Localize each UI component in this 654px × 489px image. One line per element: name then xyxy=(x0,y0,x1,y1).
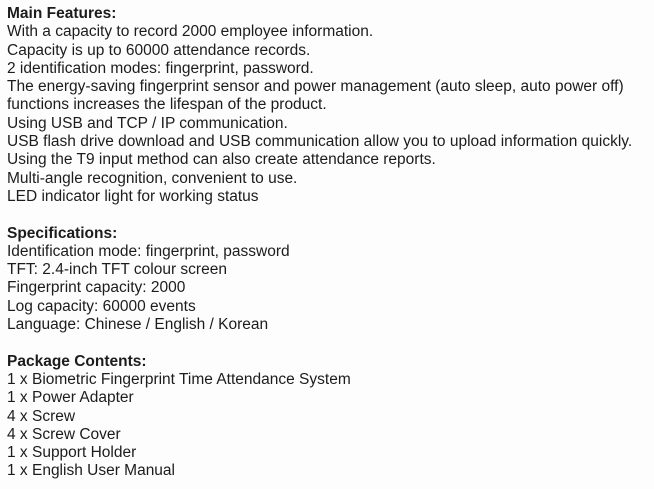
text-line: Using USB and TCP / IP communication. xyxy=(7,114,288,132)
section-heading-main-features: Main Features: xyxy=(7,5,117,22)
text-line: Language: Chinese / English / Korean xyxy=(7,316,269,334)
section-lines xyxy=(7,23,650,206)
section-heading-package-contents: Package Contents: xyxy=(7,352,147,370)
document-section xyxy=(7,353,650,481)
text-line: The energy-saving fingerprint sensor and power management (auto sleep, auto power off) xyxy=(7,78,624,96)
text-line: 1 x Support Holder xyxy=(7,444,137,462)
text-line: 1 x Power Adapter xyxy=(7,389,134,407)
section-lines xyxy=(7,243,650,334)
text-line: Identification mode: fingerprint, password xyxy=(7,242,290,260)
text-line: With a capacity to record 2000 employee information. xyxy=(7,23,374,41)
text-line: 4 x Screw Cover xyxy=(7,425,121,443)
document-section xyxy=(7,5,650,206)
text-line: Log capacity: 60000 events xyxy=(7,297,196,315)
text-line: LED indicator light for working status xyxy=(7,187,259,205)
text-line: 1 x English User Manual xyxy=(7,462,175,480)
text-line: USB flash drive download and USB communication allow you to upload information quickly. xyxy=(7,133,633,151)
text-line: Fingerprint capacity: 2000 xyxy=(7,279,186,297)
text-line: Capacity is up to 60000 attendance records. xyxy=(7,41,311,59)
text-line: Using the T9 input method can also create attendance reports. xyxy=(7,151,436,169)
section-lines xyxy=(7,371,650,481)
text-line: Multi-angle recognition, convenient to use. xyxy=(7,169,298,187)
text-line: TFT: 2.4-inch TFT colour screen xyxy=(7,261,227,279)
document-section xyxy=(7,225,650,335)
text-line: functions increases the lifespan of the product. xyxy=(7,96,327,114)
section-heading-specifications: Specifications: xyxy=(7,224,118,242)
text-line: 1 x Biometric Fingerprint Time Attendance System xyxy=(7,370,351,388)
text-line: 2 identification modes: fingerprint, password. xyxy=(7,59,314,77)
text-line: 4 x Screw xyxy=(7,407,76,425)
